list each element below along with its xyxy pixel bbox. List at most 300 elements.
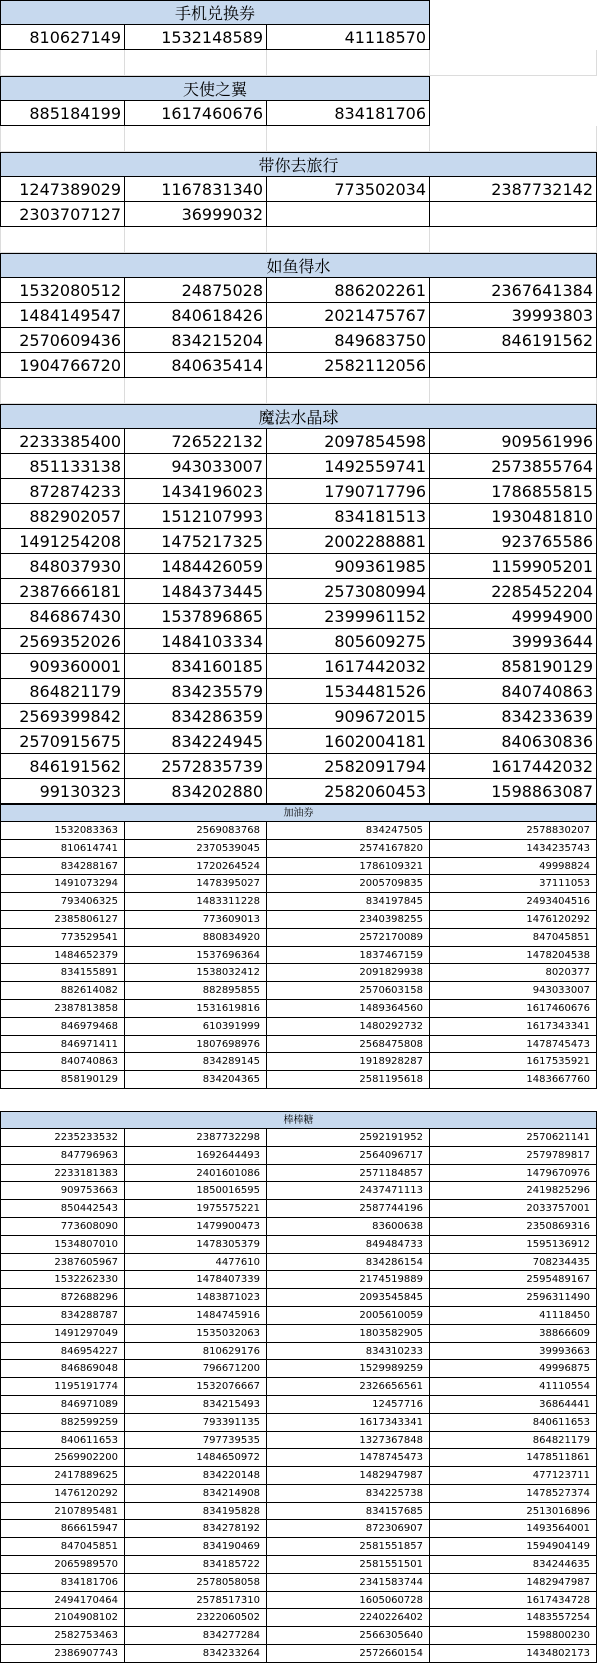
code-cell[interactable]: 1602004181 bbox=[267, 729, 430, 754]
code-cell[interactable]: 726522132 bbox=[125, 429, 267, 454]
code-cell[interactable]: 12457716 bbox=[267, 1396, 430, 1414]
code-cell[interactable]: 882599259 bbox=[0, 1414, 125, 1432]
code-cell[interactable]: 2569352026 bbox=[0, 629, 125, 654]
code-cell[interactable]: 834288787 bbox=[0, 1307, 125, 1325]
code-cell[interactable]: 840611653 bbox=[0, 1432, 125, 1450]
code-cell[interactable]: 2021475767 bbox=[267, 303, 430, 328]
code-cell[interactable]: 1512107993 bbox=[125, 504, 267, 529]
code-cell[interactable]: 909753663 bbox=[0, 1182, 125, 1200]
code-cell[interactable]: 1537896865 bbox=[125, 604, 267, 629]
code-cell[interactable]: 834181513 bbox=[267, 504, 430, 529]
code-cell[interactable]: 1803582905 bbox=[267, 1325, 430, 1343]
code-cell[interactable]: 36999032 bbox=[125, 202, 267, 227]
code-cell[interactable]: 886202261 bbox=[267, 278, 430, 303]
code-row bbox=[0, 1165, 600, 1183]
code-cell[interactable]: 1538032412 bbox=[125, 964, 267, 982]
code-cell[interactable]: 1478395027 bbox=[125, 875, 267, 893]
code-cell[interactable]: 2570915675 bbox=[0, 729, 125, 754]
empty-cell[interactable] bbox=[0, 126, 125, 152]
code-cell[interactable]: 1434802173 bbox=[430, 1645, 597, 1663]
code-cell[interactable]: 4477610 bbox=[125, 1254, 267, 1272]
empty-cell[interactable] bbox=[267, 378, 430, 404]
code-cell[interactable]: 1605060728 bbox=[267, 1592, 430, 1610]
code-cell[interactable]: 2578517310 bbox=[125, 1592, 267, 1610]
code-cell[interactable]: 834224945 bbox=[125, 729, 267, 754]
code-cell[interactable]: 834202880 bbox=[125, 779, 267, 804]
section-title[interactable]: 天使之翼 bbox=[0, 76, 430, 101]
empty-cell[interactable] bbox=[430, 378, 597, 404]
code-cell[interactable]: 834160185 bbox=[125, 654, 267, 679]
code-cell[interactable]: 2592191952 bbox=[267, 1129, 430, 1147]
code-cell[interactable]: 2350869316 bbox=[430, 1218, 597, 1236]
code-cell[interactable]: 1598863087 bbox=[430, 779, 597, 804]
code-row bbox=[0, 911, 600, 929]
code-cell[interactable]: 834185722 bbox=[125, 1556, 267, 1574]
code-cell[interactable]: 810627149 bbox=[0, 25, 125, 50]
code-cell[interactable]: 909360001 bbox=[0, 654, 125, 679]
code-cell[interactable]: 2587744196 bbox=[267, 1200, 430, 1218]
code-cell[interactable]: 858190129 bbox=[0, 1071, 125, 1089]
code-cell[interactable]: 708234435 bbox=[430, 1254, 597, 1272]
code-cell[interactable]: 834214908 bbox=[125, 1485, 267, 1503]
code-cell[interactable]: 1595136912 bbox=[430, 1236, 597, 1254]
empty-cell[interactable] bbox=[125, 126, 267, 152]
code-cell[interactable]: 2437471113 bbox=[267, 1182, 430, 1200]
code-cell[interactable]: 2091829938 bbox=[267, 964, 430, 982]
code-cell[interactable]: 99130323 bbox=[0, 779, 125, 804]
code-cell[interactable]: 834190469 bbox=[125, 1538, 267, 1556]
code-cell[interactable]: 846869048 bbox=[0, 1360, 125, 1378]
code-cell[interactable]: 2573855764 bbox=[430, 454, 597, 479]
code-cell[interactable]: 2387813858 bbox=[0, 1000, 125, 1018]
code-cell[interactable]: 2569902200 bbox=[0, 1449, 125, 1467]
code-cell[interactable]: 1478745473 bbox=[267, 1449, 430, 1467]
code-cell[interactable]: 834181706 bbox=[267, 101, 430, 126]
code-cell[interactable]: 1975575221 bbox=[125, 1200, 267, 1218]
code-cell[interactable]: 36864441 bbox=[430, 1396, 597, 1414]
code-cell[interactable]: 2581551501 bbox=[267, 1556, 430, 1574]
code-cell[interactable]: 2322060502 bbox=[125, 1609, 267, 1627]
code-cell[interactable]: 1617442032 bbox=[430, 754, 597, 779]
code-cell[interactable]: 2065989570 bbox=[0, 1556, 125, 1574]
code-cell[interactable]: 1531619816 bbox=[125, 1000, 267, 1018]
code-cell[interactable]: 834195828 bbox=[125, 1503, 267, 1521]
code-cell[interactable]: 83600638 bbox=[267, 1218, 430, 1236]
code-cell[interactable]: 872306907 bbox=[267, 1520, 430, 1538]
code-cell[interactable] bbox=[430, 353, 597, 378]
code-cell[interactable]: 834233639 bbox=[430, 704, 597, 729]
code-cell[interactable]: 2240226402 bbox=[267, 1609, 430, 1627]
code-cell[interactable] bbox=[430, 202, 597, 227]
code-cell[interactable]: 2107895481 bbox=[0, 1503, 125, 1521]
code-cell[interactable]: 834310233 bbox=[267, 1343, 430, 1361]
section-title[interactable]: 手机兑换券 bbox=[0, 0, 430, 25]
code-cell[interactable]: 1534481526 bbox=[267, 679, 430, 704]
empty-cell[interactable] bbox=[125, 50, 267, 76]
code-cell[interactable]: 882614082 bbox=[0, 982, 125, 1000]
empty-cell[interactable] bbox=[125, 227, 267, 253]
empty-cell[interactable] bbox=[430, 50, 597, 76]
code-cell[interactable]: 885184199 bbox=[0, 101, 125, 126]
code-cell[interactable] bbox=[267, 202, 430, 227]
code-cell[interactable]: 2596311490 bbox=[430, 1289, 597, 1307]
code-cell[interactable]: 1478204538 bbox=[430, 947, 597, 965]
code-cell[interactable]: 8020377 bbox=[430, 964, 597, 982]
code-cell[interactable]: 793406325 bbox=[0, 893, 125, 911]
code-cell[interactable]: 943033007 bbox=[430, 982, 597, 1000]
code-cell[interactable]: 834215204 bbox=[125, 328, 267, 353]
code-cell[interactable]: 851133138 bbox=[0, 454, 125, 479]
code-cell[interactable]: 1532262330 bbox=[0, 1271, 125, 1289]
code-cell[interactable]: 1484373445 bbox=[125, 579, 267, 604]
code-cell[interactable]: 1476120292 bbox=[430, 911, 597, 929]
code-cell[interactable]: 1537696364 bbox=[125, 947, 267, 965]
code-cell[interactable]: 1478305379 bbox=[125, 1236, 267, 1254]
code-cell[interactable]: 2578830207 bbox=[430, 822, 597, 840]
code-cell[interactable]: 1247389029 bbox=[0, 177, 125, 202]
code-cell[interactable]: 796671200 bbox=[125, 1360, 267, 1378]
code-cell[interactable]: 2174519889 bbox=[267, 1271, 430, 1289]
code-cell[interactable]: 872874233 bbox=[0, 479, 125, 504]
code-cell[interactable]: 2285452204 bbox=[430, 579, 597, 604]
empty-cell[interactable] bbox=[0, 227, 125, 253]
code-cell[interactable]: 1484426059 bbox=[125, 554, 267, 579]
code-cell[interactable]: 810629176 bbox=[125, 1343, 267, 1361]
code-cell[interactable]: 2574167820 bbox=[267, 840, 430, 858]
empty-cell[interactable] bbox=[267, 50, 430, 76]
code-cell[interactable]: 834278192 bbox=[125, 1520, 267, 1538]
code-cell[interactable]: 2387605967 bbox=[0, 1254, 125, 1272]
code-cell[interactable]: 2104908102 bbox=[0, 1609, 125, 1627]
code-cell[interactable]: 2399961152 bbox=[267, 604, 430, 629]
code-cell[interactable]: 834289145 bbox=[125, 1053, 267, 1071]
code-cell[interactable]: 834204365 bbox=[125, 1071, 267, 1089]
code-cell[interactable]: 41110554 bbox=[430, 1378, 597, 1396]
code-cell[interactable]: 834225738 bbox=[267, 1485, 430, 1503]
code-cell[interactable]: 2578058058 bbox=[125, 1574, 267, 1592]
code-cell[interactable]: 1790717796 bbox=[267, 479, 430, 504]
empty-cell[interactable] bbox=[267, 227, 430, 253]
code-cell[interactable]: 2235233532 bbox=[0, 1129, 125, 1147]
code-cell[interactable]: 2417889625 bbox=[0, 1467, 125, 1485]
code-cell[interactable]: 846979468 bbox=[0, 1018, 125, 1036]
code-cell[interactable]: 1434196023 bbox=[125, 479, 267, 504]
code-cell[interactable]: 1479670976 bbox=[430, 1165, 597, 1183]
code-cell[interactable]: 1489364560 bbox=[267, 1000, 430, 1018]
code-cell[interactable]: 1479900473 bbox=[125, 1218, 267, 1236]
code-cell[interactable]: 1482947987 bbox=[267, 1467, 430, 1485]
section-title[interactable]: 带你去旅行 bbox=[0, 152, 597, 177]
code-row bbox=[0, 278, 600, 303]
code-cell[interactable]: 846971089 bbox=[0, 1396, 125, 1414]
code-cell[interactable]: 38866609 bbox=[430, 1325, 597, 1343]
code-cell[interactable]: 2370539045 bbox=[125, 840, 267, 858]
code-cell[interactable]: 41118450 bbox=[430, 1307, 597, 1325]
empty-cell[interactable] bbox=[267, 126, 430, 152]
code-cell[interactable]: 2581195618 bbox=[267, 1071, 430, 1089]
code-cell[interactable]: 2569083768 bbox=[125, 822, 267, 840]
code-cell[interactable]: 24875028 bbox=[125, 278, 267, 303]
code-cell[interactable]: 1617343341 bbox=[267, 1414, 430, 1432]
code-cell[interactable]: 1483311228 bbox=[125, 893, 267, 911]
code-cell[interactable]: 1478407339 bbox=[125, 1271, 267, 1289]
code-cell[interactable]: 846191562 bbox=[0, 754, 125, 779]
code-cell[interactable]: 2419825296 bbox=[430, 1182, 597, 1200]
code-cell[interactable]: 2233181383 bbox=[0, 1165, 125, 1183]
code-cell[interactable]: 41118570 bbox=[267, 25, 430, 50]
code-cell[interactable]: 1598800230 bbox=[430, 1627, 597, 1645]
code-cell[interactable]: 2387732298 bbox=[125, 1129, 267, 1147]
code-cell[interactable]: 39993663 bbox=[430, 1343, 597, 1361]
code-cell[interactable]: 2386907743 bbox=[0, 1645, 125, 1663]
code-cell[interactable]: 2005610059 bbox=[267, 1307, 430, 1325]
code-cell[interactable]: 1484745916 bbox=[125, 1307, 267, 1325]
code-cell[interactable]: 849484733 bbox=[267, 1236, 430, 1254]
code-cell[interactable]: 1617343341 bbox=[430, 1018, 597, 1036]
code-cell[interactable]: 39993803 bbox=[430, 303, 597, 328]
code-cell[interactable]: 1482947987 bbox=[430, 1574, 597, 1592]
code-cell[interactable]: 1476120292 bbox=[0, 1485, 125, 1503]
code-cell[interactable]: 1532080512 bbox=[0, 278, 125, 303]
code-cell[interactable]: 1532083363 bbox=[0, 822, 125, 840]
code-cell[interactable]: 2005709835 bbox=[267, 875, 430, 893]
code-cell[interactable]: 880834920 bbox=[125, 929, 267, 947]
code-cell[interactable]: 840740863 bbox=[0, 1053, 125, 1071]
code-cell[interactable]: 2367641384 bbox=[430, 278, 597, 303]
code-cell[interactable]: 773609013 bbox=[125, 911, 267, 929]
section-title[interactable]: 加油券 bbox=[0, 804, 597, 822]
code-cell[interactable]: 1786855815 bbox=[430, 479, 597, 504]
code-cell[interactable]: 1475217325 bbox=[125, 529, 267, 554]
code-cell[interactable]: 1483667760 bbox=[430, 1071, 597, 1089]
code-cell[interactable]: 2340398255 bbox=[267, 911, 430, 929]
code-cell[interactable]: 2033757001 bbox=[430, 1200, 597, 1218]
code-cell[interactable]: 834233264 bbox=[125, 1645, 267, 1663]
code-cell[interactable]: 1850016595 bbox=[125, 1182, 267, 1200]
code-cell[interactable]: 847796963 bbox=[0, 1147, 125, 1165]
code-cell[interactable]: 2097854598 bbox=[267, 429, 430, 454]
code-row bbox=[0, 1627, 600, 1645]
code-cell[interactable]: 2493404516 bbox=[430, 893, 597, 911]
code-cell[interactable]: 840618426 bbox=[125, 303, 267, 328]
code-cell[interactable]: 49998824 bbox=[430, 858, 597, 876]
section-title[interactable]: 棒棒糖 bbox=[0, 1111, 597, 1129]
code-cell[interactable]: 1478511861 bbox=[430, 1449, 597, 1467]
code-cell[interactable]: 834244635 bbox=[430, 1556, 597, 1574]
code-cell[interactable]: 834286359 bbox=[125, 704, 267, 729]
section-title[interactable]: 如鱼得水 bbox=[0, 253, 597, 278]
code-cell[interactable]: 1483871023 bbox=[125, 1289, 267, 1307]
code-cell[interactable]: 840740863 bbox=[430, 679, 597, 704]
code-cell[interactable]: 2341583744 bbox=[267, 1574, 430, 1592]
code-cell[interactable]: 1478527374 bbox=[430, 1485, 597, 1503]
code-cell[interactable]: 1617434728 bbox=[430, 1592, 597, 1610]
section-title[interactable]: 魔法水晶球 bbox=[0, 404, 597, 429]
code-cell[interactable]: 1532076667 bbox=[125, 1378, 267, 1396]
code-cell[interactable]: 1195191774 bbox=[0, 1378, 125, 1396]
code-cell[interactable]: 1491297049 bbox=[0, 1325, 125, 1343]
code-cell[interactable]: 2581551857 bbox=[267, 1538, 430, 1556]
code-cell[interactable]: 1918928287 bbox=[267, 1053, 430, 1071]
code-cell[interactable]: 2573080994 bbox=[267, 579, 430, 604]
code-cell[interactable]: 2385806127 bbox=[0, 911, 125, 929]
code-cell[interactable]: 773502034 bbox=[267, 177, 430, 202]
code-cell[interactable]: 834181706 bbox=[0, 1574, 125, 1592]
code-cell[interactable]: 805609275 bbox=[267, 629, 430, 654]
code-cell[interactable]: 2572660154 bbox=[267, 1645, 430, 1663]
code-cell[interactable]: 1720264524 bbox=[125, 858, 267, 876]
code-cell[interactable]: 1159905201 bbox=[430, 554, 597, 579]
code-cell[interactable]: 834157685 bbox=[267, 1503, 430, 1521]
code-cell[interactable]: 2595489167 bbox=[430, 1271, 597, 1289]
code-cell[interactable]: 2387732142 bbox=[430, 177, 597, 202]
code-cell[interactable]: 1480292732 bbox=[267, 1018, 430, 1036]
code-cell[interactable]: 1692644493 bbox=[125, 1147, 267, 1165]
code-cell[interactable]: 1532148589 bbox=[125, 25, 267, 50]
code-cell[interactable]: 1327367848 bbox=[267, 1432, 430, 1450]
code-cell[interactable]: 2569399842 bbox=[0, 704, 125, 729]
code-cell[interactable]: 2570609436 bbox=[0, 328, 125, 353]
code-cell[interactable]: 1491254208 bbox=[0, 529, 125, 554]
code-cell[interactable]: 1484103334 bbox=[125, 629, 267, 654]
code-cell[interactable]: 49996875 bbox=[430, 1360, 597, 1378]
empty-cell[interactable] bbox=[125, 378, 267, 404]
blank-row bbox=[0, 50, 600, 76]
code-cell[interactable]: 1493564001 bbox=[430, 1520, 597, 1538]
code-cell[interactable]: 1535032063 bbox=[125, 1325, 267, 1343]
code-cell[interactable]: 846971411 bbox=[0, 1036, 125, 1054]
code-cell[interactable]: 2572170089 bbox=[267, 929, 430, 947]
code-cell[interactable]: 1167831340 bbox=[125, 177, 267, 202]
code-cell[interactable]: 858190129 bbox=[430, 654, 597, 679]
code-cell[interactable]: 2233385400 bbox=[0, 429, 125, 454]
code-cell[interactable]: 810614741 bbox=[0, 840, 125, 858]
code-cell[interactable]: 1807698976 bbox=[125, 1036, 267, 1054]
code-cell[interactable]: 834247505 bbox=[267, 822, 430, 840]
code-cell[interactable]: 1534807010 bbox=[0, 1236, 125, 1254]
code-cell[interactable]: 773608090 bbox=[0, 1218, 125, 1236]
code-cell[interactable]: 909672015 bbox=[267, 704, 430, 729]
code-cell[interactable]: 2570603158 bbox=[267, 982, 430, 1000]
code-cell[interactable]: 909561996 bbox=[430, 429, 597, 454]
code-cell[interactable]: 1491073294 bbox=[0, 875, 125, 893]
code-cell[interactable]: 2326656561 bbox=[267, 1378, 430, 1396]
code-cell[interactable]: 1617460676 bbox=[125, 101, 267, 126]
code-cell[interactable]: 610391999 bbox=[125, 1018, 267, 1036]
code-cell[interactable]: 2494170464 bbox=[0, 1592, 125, 1610]
code-row bbox=[0, 947, 600, 965]
code-cell[interactable]: 847045851 bbox=[0, 1538, 125, 1556]
code-cell[interactable]: 1904766720 bbox=[0, 353, 125, 378]
code-cell[interactable]: 2579789817 bbox=[430, 1147, 597, 1165]
code-cell[interactable]: 840635414 bbox=[125, 353, 267, 378]
code-cell[interactable]: 797739535 bbox=[125, 1432, 267, 1450]
code-cell[interactable]: 2572835739 bbox=[125, 754, 267, 779]
code-cell[interactable]: 834235579 bbox=[125, 679, 267, 704]
code-cell[interactable]: 1484650972 bbox=[125, 1449, 267, 1467]
code-cell[interactable]: 2002288881 bbox=[267, 529, 430, 554]
code-cell[interactable]: 864821179 bbox=[430, 1432, 597, 1450]
code-cell[interactable]: 477123711 bbox=[430, 1467, 597, 1485]
code-cell[interactable]: 834197845 bbox=[267, 893, 430, 911]
code-cell[interactable]: 846954227 bbox=[0, 1343, 125, 1361]
code-cell[interactable]: 866615947 bbox=[0, 1520, 125, 1538]
empty-cell[interactable] bbox=[0, 378, 125, 404]
code-cell[interactable]: 1837467159 bbox=[267, 947, 430, 965]
code-cell[interactable]: 849683750 bbox=[267, 328, 430, 353]
code-cell[interactable]: 793391135 bbox=[125, 1414, 267, 1432]
code-cell[interactable]: 39993644 bbox=[430, 629, 597, 654]
code-cell[interactable]: 2401601086 bbox=[125, 1165, 267, 1183]
code-cell[interactable]: 840611653 bbox=[430, 1414, 597, 1432]
code-cell[interactable]: 2570621141 bbox=[430, 1129, 597, 1147]
code-cell[interactable]: 1617460676 bbox=[430, 1000, 597, 1018]
code-row bbox=[0, 1378, 600, 1396]
code-cell[interactable]: 773529541 bbox=[0, 929, 125, 947]
code-cell[interactable]: 1484149547 bbox=[0, 303, 125, 328]
code-cell[interactable]: 834155891 bbox=[0, 964, 125, 982]
code-cell[interactable]: 2387666181 bbox=[0, 579, 125, 604]
code-cell[interactable]: 1483557254 bbox=[430, 1609, 597, 1627]
code-cell[interactable]: 1786109321 bbox=[267, 858, 430, 876]
code-cell[interactable]: 882895855 bbox=[125, 982, 267, 1000]
code-cell[interactable]: 882902057 bbox=[0, 504, 125, 529]
code-cell[interactable]: 2582060453 bbox=[267, 779, 430, 804]
code-cell[interactable]: 834286154 bbox=[267, 1254, 430, 1272]
code-cell[interactable]: 1594904149 bbox=[430, 1538, 597, 1556]
code-cell[interactable]: 2566305640 bbox=[267, 1627, 430, 1645]
code-cell[interactable]: 864821179 bbox=[0, 679, 125, 704]
code-cell[interactable]: 1492559741 bbox=[267, 454, 430, 479]
empty-cell[interactable] bbox=[430, 126, 597, 152]
code-cell[interactable]: 2093545845 bbox=[267, 1289, 430, 1307]
code-cell[interactable]: 850442543 bbox=[0, 1200, 125, 1218]
code-cell[interactable]: 834215493 bbox=[125, 1396, 267, 1414]
code-cell[interactable]: 840630836 bbox=[430, 729, 597, 754]
code-cell[interactable]: 1478745473 bbox=[430, 1036, 597, 1054]
code-cell[interactable]: 846867430 bbox=[0, 604, 125, 629]
code-cell[interactable]: 1930481810 bbox=[430, 504, 597, 529]
code-cell[interactable]: 847045851 bbox=[430, 929, 597, 947]
code-cell[interactable]: 1484652379 bbox=[0, 947, 125, 965]
code-cell[interactable]: 1617535921 bbox=[430, 1053, 597, 1071]
code-cell[interactable]: 834277284 bbox=[125, 1627, 267, 1645]
code-cell[interactable]: 2582112056 bbox=[267, 353, 430, 378]
code-cell[interactable]: 2564096717 bbox=[267, 1147, 430, 1165]
code-cell[interactable]: 2582091794 bbox=[267, 754, 430, 779]
code-cell[interactable]: 834288167 bbox=[0, 858, 125, 876]
empty-cell[interactable] bbox=[430, 227, 597, 253]
code-cell[interactable]: 2582753463 bbox=[0, 1627, 125, 1645]
code-cell[interactable]: 848037930 bbox=[0, 554, 125, 579]
code-cell[interactable]: 1529989259 bbox=[267, 1360, 430, 1378]
code-cell[interactable]: 872688296 bbox=[0, 1289, 125, 1307]
code-cell[interactable]: 2513016896 bbox=[430, 1503, 597, 1521]
code-cell[interactable]: 49994900 bbox=[430, 604, 597, 629]
code-cell[interactable]: 2568475808 bbox=[267, 1036, 430, 1054]
code-cell[interactable]: 923765586 bbox=[430, 529, 597, 554]
code-cell[interactable]: 1617442032 bbox=[267, 654, 430, 679]
empty-cell[interactable] bbox=[0, 50, 125, 76]
code-cell[interactable]: 2571184857 bbox=[267, 1165, 430, 1183]
code-cell[interactable]: 943033007 bbox=[125, 454, 267, 479]
code-cell[interactable]: 1434235743 bbox=[430, 840, 597, 858]
code-cell[interactable]: 37111053 bbox=[430, 875, 597, 893]
code-cell[interactable]: 2303707127 bbox=[0, 202, 125, 227]
code-cell[interactable]: 909361985 bbox=[267, 554, 430, 579]
code-cell[interactable]: 846191562 bbox=[430, 328, 597, 353]
code-cell[interactable]: 834220148 bbox=[125, 1467, 267, 1485]
